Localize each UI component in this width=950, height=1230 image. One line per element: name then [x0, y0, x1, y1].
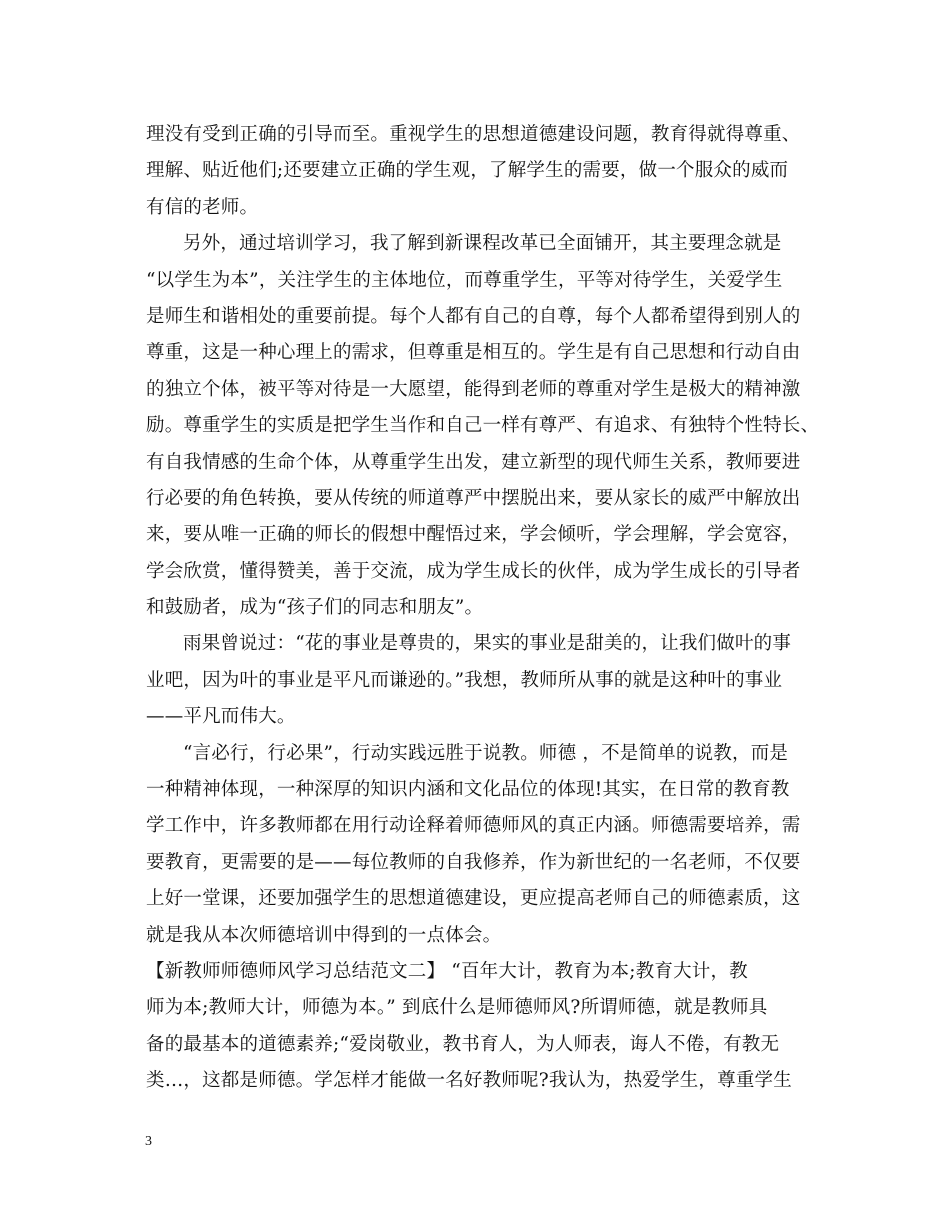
text-line: 有自我情感的生命个体，从尊重学生出发，建立新型的现代师生关系，教师要进	[146, 451, 801, 473]
text-line: 另外，通过培训学习，我了解到新课程改革已全面铺开，其主要理念就是	[183, 233, 782, 255]
text-line: 要教育，更需要的是——每位教师的自我修养，作为新世纪的一名老师，不仅要	[146, 851, 801, 873]
text-line: 的独立个体，被平等对待是一大愿望，能得到老师的尊重对学生是极大的精神激	[146, 378, 801, 400]
text-line: 业吧，因为叶的事业是平凡而谦逊的。”我想，教师所从事的就是这种叶的事业	[146, 669, 783, 691]
body-text	[146, 117, 820, 1100]
text-line: 来，要从唯一正确的师长的假想中醒悟过来，学会倾听，学会理解，学会宽容，	[146, 524, 801, 546]
text-line: 【新教师师德师风学习总结范文二】 “百年大计，教育为本;教育大计，教	[146, 960, 748, 982]
text-line: “以学生为本”，关注学生的主体地位，而尊重学生，平等对待学生，关爱学生	[146, 269, 783, 291]
text-line: 一种精神体现，一种深厚的知识内涵和文化品位的体现!其实，在日常的教育教	[146, 779, 790, 801]
text-line: 励。尊重学生的实质是把学生当作和自己一样有尊严、有追求、有独特个性特长、	[146, 415, 820, 437]
text-line: 理解、贴近他们;还要建立正确的学生观，了解学生的需要，做一个服众的威而	[146, 160, 789, 182]
page-number: 3	[145, 1134, 152, 1149]
text-line: “言必行，行必果”，行动实践远胜于说教。师德 ，不是简单的说教，而是	[183, 742, 789, 764]
text-line: ——平凡而伟大。	[146, 706, 296, 728]
text-line: 是师生和谐相处的重要前提。每个人都有自己的自尊，每个人都希望得到别人的	[146, 305, 801, 327]
text-line: 和鼓励者，成为“孩子们的同志和朋友”。	[146, 597, 484, 619]
text-line: 师为本;教师大计，师德为本。” 到底什么是师德师风?所谓师德，就是教师具	[146, 997, 768, 1019]
text-line: 类…，这都是师德。学怎样才能做一名好教师呢?我认为，热爱学生，尊重学生	[146, 1070, 792, 1092]
text-line: 理没有受到正确的引导而至。重视学生的思想道德建设问题，教育得就得尊重、	[146, 124, 801, 145]
text-line: 行必要的角色转换，要从传统的师道尊严中摆脱出来，要从家长的威严中解放出	[146, 487, 801, 509]
text-line: 备的最基本的道德素养;“爱岗敬业，教书育人，为人师表，诲人不倦，有教无	[146, 1033, 780, 1055]
text-line: 就是我从本次师德培训中得到的一点体会。	[146, 924, 502, 946]
text-line: 上好一堂课，还要加强学生的思想道德建设，更应提高老师自己的师德素质，这	[146, 888, 801, 910]
text-line: 学会欣赏，懂得赞美，善于交流，成为学生成长的伙伴，成为学生成长的引导者	[146, 560, 801, 582]
text-line: 有信的老师。	[146, 196, 259, 218]
text-line: 尊重，这是一种心理上的需求，但尊重是相互的。学生是有自己思想和行动自由	[146, 342, 801, 364]
text-line: 雨果曾说过：“花的事业是尊贵的，果实的事业是甜美的，让我们做叶的事	[183, 633, 792, 655]
text-line: 学工作中，许多教师都在用行动诠释着师德师风的真正内涵。师德需要培养，需	[146, 815, 801, 837]
